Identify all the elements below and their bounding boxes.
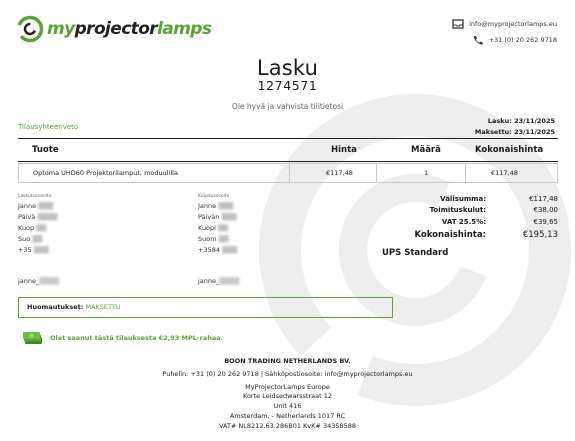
shipping-email[interactable]: janne_▒▒▒▒ (198, 277, 240, 285)
billing-address (18, 193, 57, 256)
totals-summary (380, 193, 558, 243)
reward-message (22, 331, 223, 345)
cell-divider (376, 164, 377, 182)
invoice-subtitle: Ole hyvä ja vahvista tilitietosi (231, 102, 344, 111)
subtotal-row: Välisumma: €117,48 (440, 194, 558, 203)
notes-value: MAKSETTU (85, 303, 121, 311)
vat-row: VAT 25.5%: €39,65 (441, 217, 558, 226)
footer-contact: Puhelin: +31 (0) 20 262 9718 | Sähköpostiosoite: info@myprojectorlamps.eu (162, 369, 413, 378)
footer-company: BOON TRADING NETHERLANDS BV. (224, 357, 351, 365)
cell-divider (465, 164, 466, 182)
col-price: Hinta (331, 145, 357, 155)
footer-address-line: Amsterdam, - Netherlands 1017 RC (229, 411, 346, 420)
inbox-icon (452, 19, 464, 29)
reward-text: Olet saanut tästä tilauksesta €2,93 MPL-rahaa. (50, 334, 224, 342)
row-price: €117,48 (326, 169, 353, 177)
header-phone[interactable]: +31 (0) 20 262 9718 (488, 36, 557, 44)
shipping-address (198, 193, 237, 256)
phone-icon (472, 35, 484, 45)
footer-address-line: MyProjectorLamps Europe (245, 382, 330, 391)
logo-ring-icon (16, 15, 44, 43)
shipping-address-label: Kuljetusosoite (198, 194, 230, 199)
col-product: Tuote (32, 145, 59, 155)
row-total: €117,48 (491, 169, 518, 177)
col-quantity: Määrä (411, 145, 441, 155)
billing-line: Suo ▒▒ (18, 235, 43, 243)
footer (0, 357, 575, 432)
invoice-dates (475, 116, 555, 138)
paid-date-row: Maksettu: 23/11/2025 (474, 128, 555, 136)
billing-line: Kuop ▒▒ (18, 224, 47, 232)
table-row (18, 163, 558, 183)
logo-wordmark: myprojectorlamps (47, 19, 212, 39)
invoice-date-row: Lasku: 23/11/2025 (487, 117, 555, 125)
col-total: Kokonaishinta (475, 145, 544, 155)
items-table-header (18, 138, 558, 162)
shipping-line: +3584 ▒▒▒ (198, 246, 238, 254)
shipping-cost-row: Toimituskulut: €38,00 (429, 206, 558, 215)
grand-total-row: Kokonaishinta: €195,13 (414, 230, 558, 240)
shipping-line: Suom ▒▒ (198, 235, 229, 243)
billing-line: Janne ▒▒▒ (18, 202, 54, 210)
footer-address-line: VAT# NL8212.63.286B01 KvK# 34358588 (218, 421, 357, 430)
header-email[interactable]: info@myprojectorlamps.eu (469, 20, 557, 28)
billing-line: +35 ▒▒▒ (18, 246, 49, 254)
header-email-row[interactable] (452, 16, 557, 32)
notes-box (18, 297, 393, 318)
header-phone-row[interactable] (452, 32, 557, 48)
shipping-method: UPS Standard (382, 248, 449, 258)
shipping-line: Kuopi ▒▒ (198, 224, 229, 232)
money-stack-icon (22, 331, 44, 345)
billing-email[interactable]: janne_▒▒▒▒ (18, 277, 60, 285)
cell-divider (289, 164, 290, 182)
notes-label: Huomautukset: (27, 303, 84, 311)
brand-logo[interactable] (16, 15, 211, 43)
row-product: Optoma UHD60 Projektorilamput, moduulilla (33, 169, 178, 177)
footer-address-line: Korte Leidsedwarsstraat 12 (243, 392, 332, 401)
shipping-line: Janne ▒▒▒ (198, 202, 234, 210)
billing-address-label: Laskutusosoite (18, 194, 52, 199)
header-contact (452, 16, 557, 48)
page-title: Lasku (256, 56, 319, 80)
invoice-number: 1274571 (257, 78, 318, 93)
footer-address-line: Unit 416 (273, 402, 302, 411)
billing-line: Päivä ▒▒▒▒ (18, 213, 58, 221)
order-details-heading: Tilausyhteenveto (18, 123, 79, 131)
row-quantity: 1 (424, 169, 429, 177)
shipping-line: Päivän ▒▒▒ (198, 213, 237, 221)
